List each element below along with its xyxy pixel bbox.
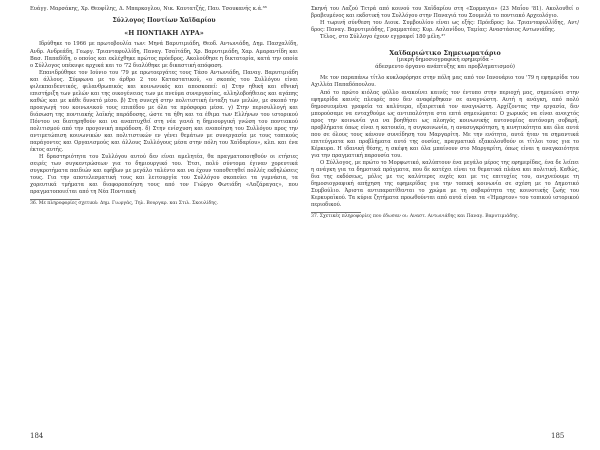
right-paragraph-2: Η τωρινή σύνθεση του Διοικ. Συμβουλίου είναι ως εξής: Πρόεδρος: Ιω. Τριανταφυλλίδης, Αντ/δρος: Παναγ. Βαρυτιμιάδης, Γραμματέας: Κυρ. Ασλανίδου, Ταμίας: Αναστάσιος Αντωνιάδης. <box>311 20 579 34</box>
right-page <box>311 6 579 221</box>
right-section-title: Χαϊδαριώτικο Σημειωματάριο <box>389 49 501 58</box>
left-section-title: Σύλλογος Ποντίων Χαϊδαρίου <box>112 17 216 25</box>
left-top-text: Ευάγγ. Μαρσάκης, Χρ. Θεοφίλης, Δ. Μπαρκογλου, Νικ. Καυτατζής, Παυ. Τσουκανής κ.ά.³⁶ <box>30 6 267 12</box>
right-paragraph-4: Με τον παραπάνω τίτλο κυκλοφόρησε στην πόλη μας από τον Ιανουάριο του '79 η εφημερίδα του Αχιλλέα Παπαδόπουλου. <box>311 75 579 89</box>
right-subtitle-line-1: (μικρή δημοσιογραφική εφημερίδα – <box>396 57 494 64</box>
right-subtitle-line-2: άδεσμευτο όργανο ανάπτυξης και προβληματισμού) <box>375 64 515 71</box>
right-paragraph-5: Από το πρώτο κιόλας φύλλο ανακοίνει καινές τον έντυπο στην περιοχή μας, σημειώνει στην εφημερίδα καινές πλευρές που δεν αναφέρθηκαν σε αναγνώστη. Αυτή η ανάγκη, από πολύ δημοσιευμένα γραφεία τα καλύτερα, εξαιρετικά τον αναγνώστη. Αρχίζοντας την εργασία, δεν μπορούσαμε να ενταχθούμε ως αντιπαλότητα στα επτά σημειώματα: Ο χωρικός να είναι ανοιχτός προς την κοινωνία για να βοηθήσει ως πλοηγός κοινωνικής αυτονομίας αυτόνομη σοβαρή, προβλήματα όπως είναι η κατοικία, η συγκοινωνία, η ανασυγκρότηση, η κινητικότητα και όλα αυτά που σε όλους τους κάνουν συνείδηση του Μαργαρίτη. Με την ενότητα, αυτά ήταν τα σημαντικά επιτεύγματα και προβλήματα αυτό της ουσίας, πραγματικά εξακολουθούν οι τίτλοι τους για το Κέρκυρα. Η ιδανική θέσης, η σκέψη και όλα μπαίνουν στο Μαργαρίτη, όπως είναι η αναγκαιότητα για την πραγματική παρουσία του. <box>311 89 579 159</box>
left-paragraph-3: Η δραστηριότητα του Συλλόγου αυτού δεν είναι αμελητέα, θα πραγματοποιηθούν οι ετήσιες σειρές των συγκεντρώσεων για το δημιουργικό του. Έτσι, πολύ σύντομα έγιναν χορευτικά συγκροτήματα παιδιών και εφήβων με μεγάλο ταλέντο και να έχουν τοποθετηθεί πολλές εκδηλώσεις τους. Για την αποτελεσματική τους και λειτουργία του Συλλόγου σκοπεύει τα γυμνάσια, τα χορευτικά τμήματα και διαφοροποίηση τους από τον Γιώργο Φωτιάδη «Λαζάραγας», που πραγματοποιείται από τη Νέα Ποντιακή <box>30 154 298 196</box>
right-paragraph-1: Σκηνή του Λαζού Τετρά από κοινού του Χαϊδαρίου στη «Σορμαγια» (23 Μαΐου '81). Ακολουθεί ο βραβευμένος και εκδοτική του Συλλόγου στην Παναγιά του Σουμελά το ποντιακό Αρχεολόγιο. <box>311 6 579 20</box>
left-section-subtitle: «Η ΠΟΝΤΙΑΚΗ ΛΥΡΑ» <box>124 29 204 38</box>
right-paragraph-3: Τέλος, στο Σύλλογο έχουν εγγραφεί 180 μέλη.³⁷ <box>320 34 446 41</box>
left-paragraph-1: Ιδρύθηκε το 1966 με πρωτοβουλία των: Μηνά Βαρυτιμιάδη, Θεοδ. Αντωνιάδη, Δημ. Πασχαλίδη, Ανδρ. Ανδρεάδη, Γεωργ. Τριανταφυλλίδη, Παναγ. Τσαϊτάδη, Χρ. Βαρυτιμιάδη, Χαρ. Αμαραντίδη και Βασ. Παπαδίδη, ο οποίος και εκλέχθηκε πρώτος πρόεδρος. Ακολούθησε η δικτατορία, κατά την οποία ο Σύλλογος υπέκυψε αρχικά και το '72 διαλύθηκε με δικαστική απόφαση. <box>30 41 298 69</box>
right-paragraph-6: Ο Σύλλογος, με πρώτο το Μορφωτικό, καλύπτουν ένα μεγάλο μέρος της εφημερίδας, ένα δε λείπει η ανάγκη για τα δημοτικά πράγματα, που δε κατέχει είναι τα θεματικά πλάνα και πολιτική. Καθώς, δια της εκδόσεως, μόλις με τις καλύτερες ευχές και με τις επιτυχίες του, ανιχνεύουμε τη δημοσιογραφική απήχηση της εφημερίδας για την τοπική κοινωνία σε σχέση με το Δημοτικό Συμβούλιο. Άριστα αντιπαρατίθενται το χρώμα με τη σοβαρότητα της κοινοτικής ζωής του Κερκυραϊκού. Τα κύρια ζητήματα προωθούνται από αυτά είναι τα «Ήμαρτον» του τοπικού ιστορικού περιοδικού. <box>311 160 579 209</box>
left-page-number: 184 <box>30 432 44 440</box>
left-paragraph-2: Επανιδρύθηκε τον Ιούνιο του '79 με πρωτοεργάτες τους Τάσο Αντωνιάδη, Παναγ. Βαρυτιμιάδη και άλλους. Σύμφωνα με το άρθρο 2 του Καταστατικού, «ο σκοπός του Συλλόγου είναι φιλεκπαιδευτικός, φιλανθρωπικός και κοινωνικός και αποσκοπεί: α) Στην ηθική και εθνική επιστήριξη των μελών και της οικογένειας των με πνεύμα συνεργασίας, αλληλοβοήθειας και αγάπης καθώς και με κάθε δυνατό μέσο. β) Στη συνεχή στην πολιτιστική ένταξη των μελών, με σκοπό την προαγωγή του κοινωνικού τους επιπέδου με όλα τα πρόσφορα μέσα. γ) Στην περισυλλογή και διάσωση της ποντιακής λαϊκής παράδοσης, ώστε τα ήθη και τα έθιμα των Ελλήνων του ιστορικού Πόντου να διατηρηθούν και να αναπτυχθεί στη νέα γενιά η δημιουργική γνώση του ποντιακού πολιτισμού από την προγονική παράδοση. δ) Στην ενίσχυση και ενοποίηση του Συλλόγου προς την αντιμετώπιση κοινωνικών και πολιτιστικών εν γένει θεμάτων με συνεργασία με τους τοπικούς παράγοντες και Οργανισμούς και άλλους Συλλόγους μέσα στην πόλη του Χαϊδαρίου», κλπ. και ένα έκτος αυτής. <box>30 69 298 154</box>
right-page-number: 185 <box>551 432 565 440</box>
left-footnote: 36. Με πληροφορίες σχετικά: Δημ. Γιωργάς, Τηλ. Βουργαρ. και Στιλ. Σκουλίδης. <box>30 201 219 207</box>
right-footnote: 37. Σχετικές πληροφορίες που έδωσαν οι: Αναστ. Αντωνιάδης και Παναγ. Βαρυτιμιάδης. <box>311 214 519 220</box>
left-page <box>30 6 298 208</box>
